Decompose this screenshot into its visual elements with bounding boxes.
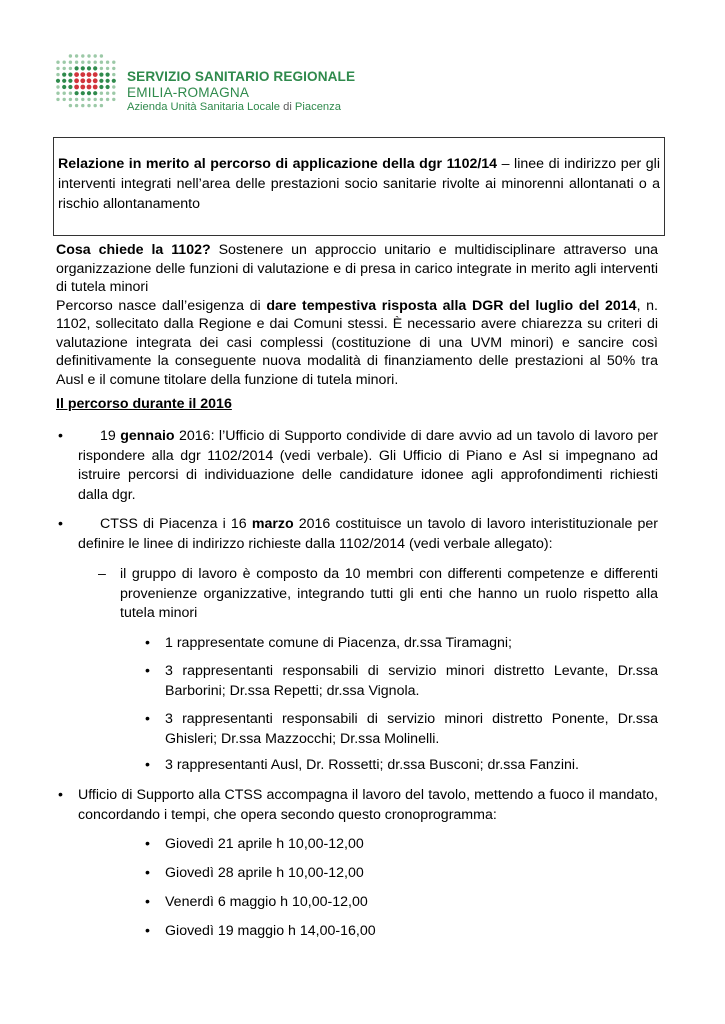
logo-dot — [106, 79, 110, 83]
logo-dot — [56, 67, 59, 70]
logo-dots — [54, 52, 118, 112]
bullet-marker: • — [58, 428, 63, 444]
logo-dot — [56, 79, 60, 83]
logo-dot — [68, 73, 72, 77]
logo-dot — [62, 73, 66, 77]
logo-dot — [99, 85, 103, 89]
logo-dot — [81, 61, 84, 64]
bullet-gennaio: • 19 gennaio 2016: l’Ufficio di Supporto condivide di dare avvio ad un tavolo di lavoro per rispondere alla dgr 1102/2014 (vedi verbale). Gli Ufficio di Piano e Asl si impegnano ad istruire percorsi di individuazione delle candidature idonee agli approfondimenti richiesti dalla dgr. — [58, 428, 659, 503]
member-item: • 3 rappresentanti responsabili di servizio minori distretto Levante, Dr.ssa Barborini; Dr.ssa Repetti; dr.ssa Vignola. — [145, 663, 658, 699]
logo-dot — [87, 61, 90, 64]
logo-dot — [80, 78, 85, 83]
logo-dot — [106, 92, 109, 95]
bullet-marker: • — [58, 787, 63, 803]
logo-dot — [100, 92, 103, 95]
bullet-marker: • — [58, 516, 63, 532]
section-heading: Il percorso durante il 2016 — [56, 396, 232, 412]
logo-dot — [112, 61, 115, 64]
logo-dot — [63, 98, 66, 101]
logo-dot — [56, 85, 59, 88]
logo-region: EMILIA-ROMAGNA — [127, 85, 250, 100]
logo-dot — [69, 54, 72, 57]
logo-dot — [106, 61, 109, 64]
logo-dot — [93, 78, 98, 83]
logo-dot — [106, 73, 110, 77]
schedule-item: • Giovedì 21 aprile h 10,00-12,00 — [145, 836, 364, 852]
logo-dot — [99, 73, 103, 77]
logo-dot — [106, 85, 110, 89]
logo-dot — [100, 54, 103, 57]
logo-dot — [68, 79, 72, 83]
logo-dot — [87, 98, 90, 101]
logo-dot — [100, 61, 103, 64]
title-rest: – linee di indirizzo per gli interventi integrati nell’area delle prestazioni socio sanitarie rivolte ai minorenni allontanati o a rischio allontanamento — [58, 156, 660, 212]
logo-dot — [69, 92, 72, 95]
logo-dot — [112, 67, 115, 70]
intro-question: Cosa chiede la 1102? Sostenere un approccio unitario e multidisciplinare attraverso una organizzazione delle funzioni di valutazione e di presa in carico integrate in merito agli interventi di tutela minori — [56, 242, 659, 295]
logo-dot — [93, 85, 98, 90]
logo-dot — [69, 98, 72, 101]
logo-dot — [75, 91, 79, 95]
logo-dot — [93, 91, 97, 95]
logo-dot — [93, 72, 98, 77]
logo-dot — [80, 72, 85, 77]
member-item: • 1 rappresentate comune di Piacenza, dr.ssa Tiramagni; — [145, 635, 512, 651]
logo-dot — [94, 61, 97, 64]
logo-dot — [69, 67, 72, 70]
logo-dot — [112, 92, 115, 95]
logo-dot — [63, 92, 66, 95]
logo-dot — [56, 61, 59, 64]
logo-dot — [74, 85, 79, 90]
logo-dot — [74, 78, 79, 83]
logo-dot — [112, 85, 115, 88]
logo-dot — [63, 67, 66, 70]
logo-dot — [106, 67, 109, 70]
logo-dot — [62, 79, 66, 83]
logo-dot — [112, 79, 116, 83]
bullet-marzo: • CTSS di Piacenza i 16 marzo 2016 costituisce un tavolo di lavoro interistituzionale per definire le linee di indirizzo richieste dalla 1102/2014 (vedi verbale allegato): — [58, 516, 659, 552]
member-item: • 3 rappresentanti Ausl, Dr. Rossetti; dr.ssa Busconi; dr.ssa Fanzini. — [145, 757, 579, 773]
logo-dot — [100, 98, 103, 101]
logo-dot — [62, 85, 66, 89]
logo-dot — [87, 104, 90, 107]
logo-dot — [69, 61, 72, 64]
schedule-item: • Venerdì 6 maggio h 10,00-12,00 — [145, 894, 368, 910]
logo-dot — [69, 104, 72, 107]
logo-dot — [100, 104, 103, 107]
logo-dot — [56, 98, 59, 101]
member-item: • 3 rappresentanti responsabili di servizio minori distretto Ponente, Dr.ssa Ghisleri; Dr.ssa Mazzocchi; Dr.ssa Molinelli. — [145, 711, 658, 747]
logo-dot — [68, 85, 72, 89]
logo-dot — [81, 104, 84, 107]
dash-item-group — [98, 565, 658, 624]
logo-dot — [75, 66, 79, 70]
logo-dot — [75, 98, 78, 101]
logo-dot — [94, 98, 97, 101]
logo-title: SERVIZIO SANITARIO REGIONALE — [127, 69, 356, 84]
logo-dot — [56, 73, 59, 76]
logo-dot — [112, 98, 115, 101]
logo-dot — [94, 54, 97, 57]
logo-dot — [93, 66, 97, 70]
schedule-item: • Giovedì 28 aprile h 10,00-12,00 — [145, 865, 364, 881]
title-box — [53, 137, 665, 236]
logo-dot — [75, 61, 78, 64]
logo-dot — [100, 67, 103, 70]
logo-dot — [56, 92, 59, 95]
logo-dot — [81, 91, 85, 95]
logo-dot — [87, 72, 92, 77]
logo-dot — [87, 78, 92, 83]
logo-dot — [87, 85, 92, 90]
logo-dot — [80, 85, 85, 90]
dash-text: il gruppo di lavoro è composto da 10 membri con differenti competenze e differenti provenienze organizzative, integrando tutti gli enti che hanno un ruolo rispetto alla tutela minori — [120, 566, 658, 621]
logo-dot — [81, 54, 84, 57]
logo-dot — [99, 79, 103, 83]
title-bold: Relazione in merito al percorso di applicazione della dgr 1102/14 — [58, 156, 498, 172]
bullet-ufficio-supporto: • Ufficio di Supporto alla CTSS accompagna il lavoro del tavolo, mettendo a fuoco il mandato, concordando i tempi, che opera secondo questo cronoprogramma: — [58, 787, 658, 823]
logo-dot — [106, 98, 109, 101]
logo-dot — [81, 98, 84, 101]
schedule-item: • Giovedì 19 maggio h 14,00-16,00 — [145, 923, 376, 939]
logo-dot — [75, 54, 78, 57]
logo-dot — [112, 73, 115, 76]
logo-dot — [87, 66, 91, 70]
intro-paragraph: Percorso nasce dall’esigenza di dare tempestiva risposta alla DGR del luglio del 2014, n. 1102, sollecitato dalla Regione e dai Comuni stessi. È necessario avere chiarezza su criteri di valutazione integrata dei casi complessi (costituzione di una UVM minori) e sancire così definitivamente la conseguente nuova modalità di finanziamento delle prestazioni al 50% tra Ausl e il comune titolare della funzione di tutela minori. — [56, 297, 659, 388]
logo-agency: Azienda Unità Sanitaria Locale di Piacenza — [127, 101, 341, 113]
logo-dot — [87, 91, 91, 95]
logo-dot — [63, 61, 66, 64]
dash-marker: – — [98, 566, 106, 582]
logo-dot — [94, 104, 97, 107]
logo-dot — [75, 104, 78, 107]
intro-section — [56, 241, 658, 389]
logo-dot — [74, 72, 79, 77]
logo-dot — [81, 66, 85, 70]
logo-dot — [87, 54, 90, 57]
